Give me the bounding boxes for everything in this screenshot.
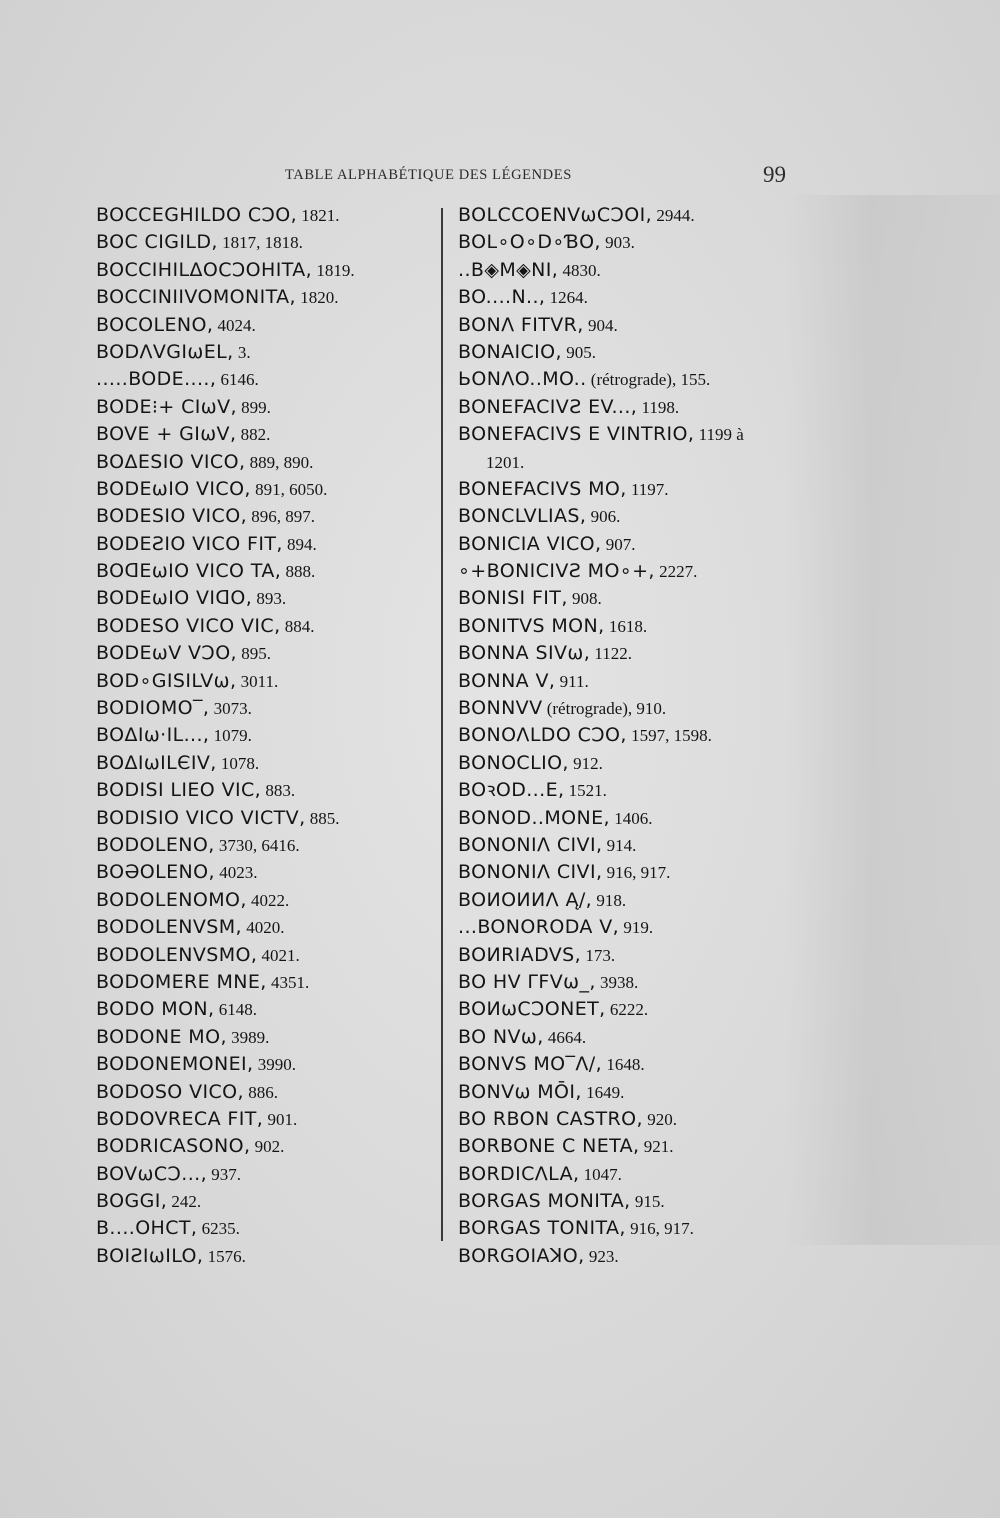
index-entry <box>96 942 446 969</box>
index-entry <box>458 1188 808 1215</box>
entry-legend: BOCCEGHILDO ϹϽO, <box>96 204 298 226</box>
index-entry <box>96 394 446 421</box>
entry-legend: BODOVRECA FIT, <box>96 1107 264 1130</box>
index-entry <box>458 1051 808 1078</box>
entry-legend: BODOLENOMO, <box>96 888 247 911</box>
entry-reference: 3990. <box>253 1055 296 1075</box>
index-entry <box>458 449 808 476</box>
entry-reference: 905. <box>561 342 596 362</box>
entry-reference: (rétrograde), 910. <box>542 699 667 719</box>
entry-reference: 6222. <box>605 1000 649 1020</box>
index-entry <box>96 1106 446 1133</box>
index-entry <box>458 202 808 229</box>
index-entry <box>458 1161 808 1188</box>
entry-reference: 1821. <box>297 206 340 225</box>
entry-reference: 4664. <box>543 1027 587 1047</box>
entry-reference: 916, 917. <box>625 1219 694 1239</box>
entry-reference: 1264. <box>545 288 588 308</box>
entry-reference: 896, 897. <box>247 507 316 527</box>
entry-legend: BONISI FIT, <box>458 587 568 610</box>
entry-reference: 919. <box>619 918 654 938</box>
index-entry <box>458 722 808 749</box>
index-entry <box>96 969 446 996</box>
right-column <box>458 202 808 1270</box>
index-entry <box>96 1024 446 1051</box>
entry-legend: BODESO VICO VIC, <box>96 614 281 637</box>
entry-legend: BONΛ FITVR, <box>458 313 584 336</box>
entry-legend: BOИOИИΛ Ą/, <box>458 888 593 911</box>
entry-reference: 1597, 1598. <box>626 726 712 746</box>
index-entry <box>96 476 446 503</box>
index-entry <box>458 531 808 558</box>
entry-legend: BORGAS MONITA, <box>458 1190 631 1213</box>
column-divider <box>441 208 443 1241</box>
index-entry <box>458 640 808 667</box>
entry-legend: BONEFACIVƧ EV..., <box>458 395 638 418</box>
entry-legend: BOƏOLENO, <box>96 861 215 884</box>
index-entry <box>458 805 808 832</box>
entry-legend: BODIOMO‾, <box>96 697 210 720</box>
entry-reference: 884. <box>280 616 315 636</box>
index-entry <box>458 366 808 393</box>
entry-reference: 891, 6050. <box>250 479 328 499</box>
index-entry <box>96 668 446 695</box>
entry-reference: 916, 917. <box>602 863 671 883</box>
entry-reference: 1576. <box>203 1246 246 1266</box>
entry-reference: 1198. <box>637 397 680 417</box>
index-entry <box>96 695 446 722</box>
entry-reference: 3989. <box>226 1027 270 1047</box>
index-entry <box>96 832 446 859</box>
entry-reference: 886. <box>243 1082 278 1102</box>
entry-reference: 4022. <box>246 890 290 910</box>
entry-legend: BONOCLIO, <box>458 751 569 774</box>
entry-legend: BONVω MŌI, <box>458 1080 582 1103</box>
index-entry <box>96 887 446 914</box>
entry-reference: 2227. <box>654 562 698 582</box>
index-entry <box>96 722 446 749</box>
entry-reference: 1197. <box>626 479 669 499</box>
entry-legend: BODE⁝+ CIωV, <box>96 395 237 418</box>
index-entry <box>458 914 808 941</box>
entry-reference: 242. <box>167 1192 202 1212</box>
left-column <box>96 202 446 1270</box>
index-entry <box>96 640 446 667</box>
entry-reference: 1618. <box>604 616 648 636</box>
index-entry <box>458 1024 808 1051</box>
index-entry <box>458 832 808 859</box>
index-entry <box>96 449 446 476</box>
entry-legend: BODONE MO, <box>96 1025 227 1048</box>
index-entry <box>458 695 808 722</box>
entry-reference: 4351. <box>266 972 310 992</box>
entry-reference: 883. <box>261 781 296 801</box>
entry-legend: BONEFACIVS E VINTRIO, <box>458 423 695 446</box>
entry-reference: 921. <box>639 1137 674 1157</box>
entry-reference: 915. <box>630 1192 665 1212</box>
entry-legend: BONNVV <box>458 697 543 720</box>
index-entry <box>458 503 808 530</box>
index-entry <box>96 1079 446 1106</box>
show-through-text <box>785 195 1000 1245</box>
entry-legend: BONICIA VICO, <box>458 532 602 555</box>
entry-legend: BOIƧIωILO, <box>96 1244 204 1267</box>
entry-legend: ..B◈M◈NI, <box>458 258 559 281</box>
index-entry <box>458 1133 808 1160</box>
entry-legend: BODOMERE MNE, <box>96 970 267 993</box>
entry-reference: 1817, 1818. <box>217 233 303 253</box>
index-entry <box>96 996 446 1023</box>
entry-reference: 888. <box>281 562 316 582</box>
entry-reference: 893. <box>252 589 287 609</box>
index-entry <box>96 339 446 366</box>
running-title: TABLE ALPHABÉTIQUE DES LÉGENDES <box>285 167 572 183</box>
entry-legend: ∘+BONICIVƧ MO∘+, <box>458 560 655 583</box>
entry-legend: BOꝛOD...E, <box>458 779 565 802</box>
index-entry <box>458 613 808 640</box>
entry-reference: 1648. <box>602 1055 645 1075</box>
entry-reference: 4021. <box>257 945 300 965</box>
index-entry <box>96 284 446 311</box>
index-entry <box>458 312 808 339</box>
entry-legend: BONAICIO, <box>458 340 562 363</box>
entry-legend: BORDICΛLA, <box>458 1162 580 1185</box>
entry-reference: 4830. <box>558 260 601 280</box>
entry-reference: 902. <box>250 1137 285 1157</box>
entry-legend: BOGGI, <box>96 1190 168 1213</box>
entry-legend: BONVS MO‾Λ/, <box>458 1053 603 1076</box>
index-entry <box>458 969 808 996</box>
entry-reference: 4024. <box>213 315 256 335</box>
index-entry <box>96 585 446 612</box>
entry-legend: BODONEMONEI, <box>96 1053 254 1076</box>
entry-reference: 3938. <box>595 972 639 992</box>
index-entry <box>458 1215 808 1242</box>
entry-legend: BODEƧIO VICO FIT, <box>96 532 283 555</box>
entry-reference: 904. <box>583 315 618 335</box>
entry-legend: BODOSO VICO, <box>96 1080 244 1103</box>
entry-reference: 920. <box>642 1109 677 1129</box>
index-entry <box>96 503 446 530</box>
entry-legend: BODOLENVSM, <box>96 916 242 939</box>
entry-reference: 6148. <box>214 1000 257 1020</box>
entry-legend: BONOΛLDO ϹϽO, <box>458 724 627 747</box>
entry-legend: BONNA V, <box>458 669 556 692</box>
index-entry <box>458 558 808 585</box>
entry-reference: 1201. <box>486 452 525 472</box>
index-entry <box>96 312 446 339</box>
entry-legend: BODISIO VICO VICTV, <box>96 806 306 829</box>
index-entry <box>96 531 446 558</box>
index-entry <box>96 202 446 229</box>
entry-reference: 899. <box>236 397 271 417</box>
entry-legend: BONOD..MONE, <box>458 806 610 829</box>
index-entry <box>458 750 808 777</box>
entry-reference: 1078. <box>216 753 260 773</box>
page-number: 99 <box>763 162 786 187</box>
entry-legend: BODISI LIEO VIC, <box>96 779 262 802</box>
entry-reference: 1406. <box>609 808 653 828</box>
entry-legend: BO RBON CASTRO, <box>458 1107 643 1130</box>
entry-legend: BONONIΛ CIVI, <box>458 833 603 856</box>
entry-reference: 173. <box>581 945 616 965</box>
entry-reference: (rétrograde), 155. <box>586 370 711 390</box>
entry-reference: 4020. <box>241 918 285 938</box>
index-entry <box>96 777 446 804</box>
index-entry <box>96 257 446 284</box>
entry-legend: B....OHCT, <box>96 1217 198 1240</box>
entry-legend: BORGAS TONITA, <box>458 1217 626 1240</box>
entry-reference: 914. <box>602 835 637 855</box>
entry-legend: BODEωIO VIᗡO, <box>96 587 253 610</box>
entry-reference: 6146. <box>216 370 259 390</box>
entry-legend: BORGOIAꓘO, <box>458 1244 585 1267</box>
entry-reference: 3073. <box>209 699 252 719</box>
entry-legend: BODΛVGIωEL, <box>96 340 234 363</box>
entry-legend: BODOLENO, <box>96 833 215 856</box>
entry-reference: 923. <box>584 1246 619 1266</box>
entry-reference: 1649. <box>581 1082 625 1102</box>
index-entry <box>96 1188 446 1215</box>
index-entry <box>96 1215 446 1242</box>
entry-legend: BODO MON, <box>96 998 215 1021</box>
entry-reference: 6235. <box>197 1219 240 1239</box>
entry-legend: BOИRIADVS, <box>458 943 582 966</box>
entry-legend: BOCCINIIVOMONITA, <box>96 286 296 309</box>
entry-reference: 1199 à <box>694 425 744 445</box>
entry-legend: BOC CIGILD, <box>96 231 218 254</box>
entry-legend: BO....N.., <box>458 286 546 309</box>
entry-legend: ЬONΛO..MO.. <box>458 368 587 391</box>
index-entry <box>458 339 808 366</box>
entry-legend: BOLCCOENVωϹϽOI, <box>458 204 653 226</box>
entry-legend: BODEωIO VICO, <box>96 477 251 500</box>
entry-legend: BOVωϹϽ..., <box>96 1162 208 1185</box>
entry-legend: BODESIO VICO, <box>96 505 248 528</box>
index-entry <box>458 942 808 969</box>
index-entry <box>96 750 446 777</box>
index-entry <box>458 1106 808 1133</box>
index-entry <box>458 887 808 914</box>
entry-legend: BO HV ΓFVω_, <box>458 970 596 993</box>
entry-legend: BONEFACIVS MO, <box>458 477 627 500</box>
index-entry <box>458 668 808 695</box>
index-entry <box>96 366 446 393</box>
entry-legend: BOL∘O∘D∘ƁO, <box>458 231 601 254</box>
entry-reference: 937. <box>207 1164 242 1184</box>
index-entry <box>96 421 446 448</box>
index-entry <box>458 229 808 256</box>
index-entry <box>96 1133 446 1160</box>
entry-reference: 882. <box>236 425 271 445</box>
entry-legend: .....BODE...., <box>96 368 217 391</box>
entry-legend: BOCCIHILΔOϹϽOHITA, <box>96 258 313 281</box>
index-entry <box>96 859 446 886</box>
index-entry <box>96 1051 446 1078</box>
entry-legend: BODEωV VϽO, <box>96 642 237 665</box>
entry-legend: BONITVS MON, <box>458 614 605 637</box>
index-entry <box>458 1079 808 1106</box>
entry-reference: 4023. <box>214 863 258 883</box>
index-entry <box>458 1243 808 1270</box>
entry-legend: BODOLENVSMO, <box>96 943 258 966</box>
index-entry <box>458 284 808 311</box>
entry-legend: BORBONE C NETA, <box>458 1135 640 1158</box>
index-entry <box>458 585 808 612</box>
index-entry <box>96 805 446 832</box>
entry-reference: 894. <box>282 534 317 554</box>
entry-legend: BOᗡEωIO VICO TA, <box>96 560 282 583</box>
entry-reference: 889, 890. <box>245 452 314 472</box>
index-entry <box>96 229 446 256</box>
entry-legend: BONONIΛ CIVI, <box>458 861 603 884</box>
entry-legend: BOCOLENO, <box>96 313 214 336</box>
entry-legend: ...BONORODA V, <box>458 916 620 939</box>
index-entry <box>458 777 808 804</box>
index-entry <box>96 613 446 640</box>
entry-legend: BOΔIω·IL..., <box>96 724 210 747</box>
entry-legend: BOΔIωILЄIV, <box>96 751 217 774</box>
entry-reference: 1819. <box>312 260 355 280</box>
entry-reference: 3011. <box>236 671 279 691</box>
entry-reference: 3. <box>233 342 251 362</box>
index-entry <box>458 476 808 503</box>
index-entry <box>96 1161 446 1188</box>
entry-legend: BOD∘GISILVω, <box>96 669 237 692</box>
entry-reference: 1521. <box>564 781 607 801</box>
index-entry <box>458 859 808 886</box>
entry-legend: BONCLVLIAS, <box>458 505 587 528</box>
entry-reference: 911. <box>555 671 589 691</box>
entry-legend: BOИωϹϽONET, <box>458 998 606 1021</box>
entry-legend: BONNA SIVω, <box>458 642 591 665</box>
index-entry <box>458 996 808 1023</box>
entry-reference: 1079. <box>209 726 252 746</box>
entry-reference: 903. <box>600 233 635 253</box>
entry-reference: 1047. <box>579 1164 622 1184</box>
index-entry <box>458 394 808 421</box>
index-entry <box>458 421 808 448</box>
entry-reference: 906. <box>586 507 621 527</box>
index-entry <box>96 914 446 941</box>
entry-reference: 901. <box>263 1109 298 1129</box>
entry-reference: 907. <box>601 534 636 554</box>
entry-reference: 912. <box>568 753 603 773</box>
entry-reference: 3730, 6416. <box>214 835 300 855</box>
index-entry <box>96 1243 446 1270</box>
entry-legend: BO NVω, <box>458 1025 544 1048</box>
entry-reference: 1122. <box>590 644 633 664</box>
entry-legend: BODRICASONO, <box>96 1135 251 1158</box>
entry-reference: 2944. <box>652 206 695 225</box>
entry-legend: BOVE + GIωV, <box>96 423 237 446</box>
entry-reference: 895. <box>237 644 271 664</box>
entry-reference: 908. <box>567 589 602 609</box>
entry-reference: 1820. <box>295 288 339 308</box>
entry-reference: 918. <box>592 890 627 910</box>
index-entry <box>458 257 808 284</box>
index-entry <box>96 558 446 585</box>
entry-legend: BOΔESIO VICO, <box>96 450 246 473</box>
entry-reference: 885. <box>305 808 340 828</box>
